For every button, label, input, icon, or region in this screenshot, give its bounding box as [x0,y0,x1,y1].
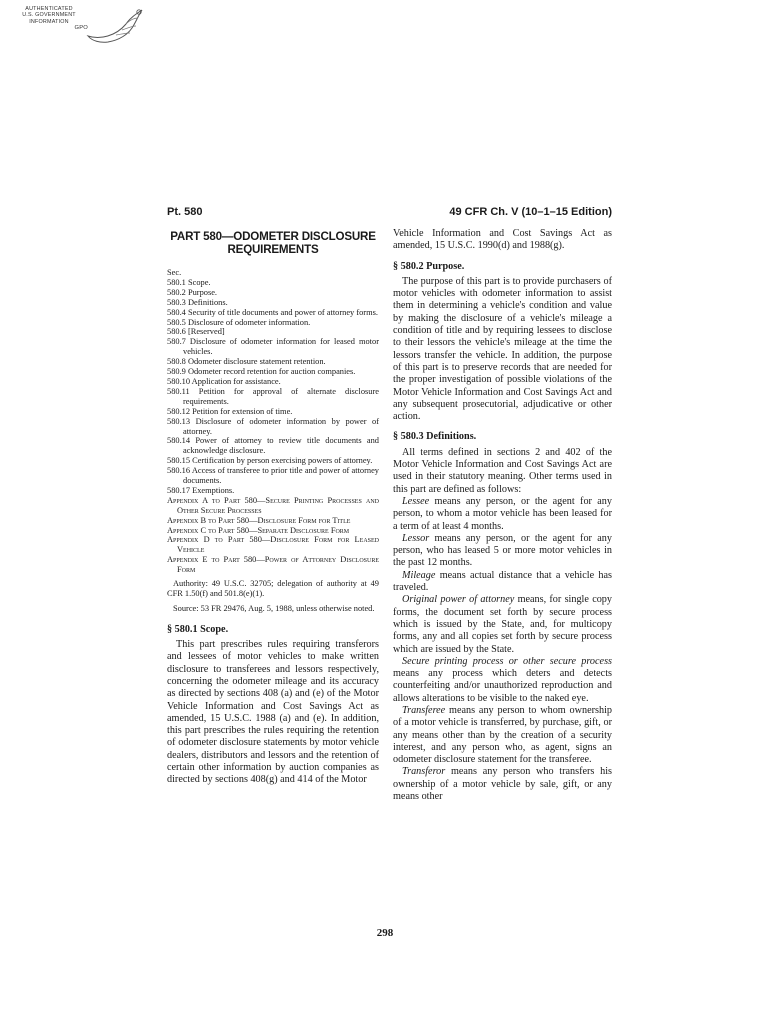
toc-appendix: Appendix B to Part 580—Disclosure Form for Title [167,515,351,525]
definition-text: means any process which deters and detects counterfeiting and/or unauthorized reproduction and allows alterations to be visible to the naked eye. [393,668,612,704]
stamp-line: U.S. GOVERNMENT [22,12,76,19]
definition-text: means, for single copy forms, the document set forth by secure process which is issued by the State, and, for multicopy forms, any and all copies set forth by secure process which are issued by the State. [393,594,612,655]
right-column [393,228,612,803]
toc-item: 580.6 [Reserved] [167,327,225,337]
toc-item: 580.13 Disclosure of odometer information by power of attorney. [167,416,379,436]
definition-text: means any person, or the agent for any person, who has leased 5 or more motor vehicles in the past 12 months. [393,532,612,569]
section-intro-580-3: All terms defined in sections 2 and 402 of the Motor Vehicle Information and Cost Savings Act are used in their statutory meaning. Other terms used in this part are defined as follows: [393,446,612,495]
authority-note: Authority: 49 U.S.C. 32705; delegation of authority at 49 CFR 1.50(f) and 501.8(e)(1). [167,579,379,598]
toc-item: 580.3 Definitions. [167,297,228,307]
definition-item [393,533,612,570]
stamp-gpo: GPO [74,25,88,32]
section-text-580-2: The purpose of this part is to provide purchasers of motor vehicles with odometer information to assist them in determining a vehicle's condition and value by making the disclosure of a vehicle's mileage a condition of title and by requiring lessees to disclose to their lessors the vehicle's mileage at the time the lessors transfer the vehicle. In addition, the purpose of this part is to preserve records that are needed for the proper investigation of possible violations of the Motor Vehicle Information and Cost Savings Act and any subsequent prosecutorial, adjudicative or other action. [393,275,612,423]
definition-text: means actual distance that a vehicle has traveled. [393,569,612,594]
definition-text: means any person who transfers his ownership of a motor vehicle by sale, gift, or any means other [393,766,612,803]
definition-item [393,766,612,803]
running-head-left: Pt. 580 [167,206,203,218]
toc-appendix: Appendix D to Part 580—Disclosure Form for Leased Vehicle [167,535,379,555]
part-title: PART 580—ODOMETER DISCLOSURE REQUIREMENTS [170,230,376,256]
running-head-right: 49 CFR Ch. V (10–1–15 Edition) [449,206,612,218]
toc-item: 580.14 Power of attorney to review title documents and acknowledge disclosure. [167,436,379,456]
definition-item [393,705,612,766]
toc-item: 580.2 Purpose. [167,287,218,297]
source-note: Source: 53 FR 29476, Aug. 5, 1988, unless otherwise noted. [173,603,375,613]
definition-term: Transferor [402,766,446,778]
toc-appendix: Appendix C to Part 580—Separate Disclosure Form [167,525,350,535]
left-column [167,228,379,787]
toc-item: 580.4 Security of title documents and power of attorney forms. [167,307,378,317]
definition-term: Lessee [402,495,430,507]
stamp-line: AUTHENTICATED [25,6,73,12]
toc-sec-label: Sec. [167,268,182,277]
definition-term: Original power of attorney [402,594,515,606]
definition-term: Lessor [402,532,430,544]
authority-block [167,579,379,614]
toc-item: 580.11 Petition for approval of alternate disclosure requirements. [167,386,379,406]
section-text-580-1-continued: Vehicle Information and Cost Savings Act as amended, 15 U.S.C. 1990(d) and 1988(g). [393,228,612,252]
definition-item [393,594,612,655]
section-heading-580-1: § 580.1 Scope. [167,623,229,635]
definition-item [393,570,612,595]
definition-term: Secure printing process or other secure process [402,655,612,667]
definition-term: Mileage [402,569,436,581]
toc-item: 580.15 Certification by person exercising powers of attorney. [167,456,373,466]
table-of-contents [167,268,379,575]
eagle-icon [86,6,146,46]
toc-item: 580.16 Access of transferee to prior title and power of attorney documents. [167,466,379,486]
section-heading-580-2: § 580.2 Purpose. [393,260,465,272]
toc-item: 580.9 Odometer record retention for auction companies. [167,367,356,377]
stamp-text [8,6,90,32]
section-heading-580-3: § 580.3 Definitions. [393,431,477,443]
definition-text: means any person to whom ownership of a motor vehicle is transferred, by purchase, gift, or any means other than by the creation of a security interest, and any person who, as agent, signs an odometer disclosure statement for the transferee. [393,704,612,766]
toc-item: 580.12 Petition for extension of time. [167,406,293,416]
toc-item: 580.17 Exemptions. [167,485,235,495]
page-number: 298 [376,927,394,939]
toc-item: 580.8 Odometer disclosure statement retention. [167,357,326,367]
definition-term: Transferee [402,704,446,716]
toc-appendix: Appendix E to Part 580—Power of Attorney Disclosure Form [167,555,379,575]
section-text-580-1: This part prescribes rules requiring transferors and lessees of motor vehicles to make written disclosure to transferees and lessors respectively, concerning the odometer mileage and its accuracy as directed by sections 408 (a) and (e) of the Motor Vehicle Information and Cost Savings Act as amended, 15 U.S.C. 1988 (a) and (e). In addition, this part prescribes the rules requiring the retention of odometer disclosure statements by motor vehicle dealers, distributors and lessors and the retention of certain other information by auction companies as directed by sections 408(g) and 414 of the Motor [167,639,379,786]
toc-appendix: Appendix A to Part 580—Secure Printing Processes and Other Secure Processes [167,495,379,515]
toc-item: 580.10 Application for assistance. [167,376,281,386]
toc-item: 580.7 Disclosure of odometer information for leased motor vehicles. [167,337,379,357]
toc-item: 580.5 Disclosure of odometer information. [167,317,311,327]
definition-item [393,656,612,705]
definition-text: means any person, or the agent for any person, to whom a motor vehicle has been leased for a term of at least 4 months. [393,495,612,532]
definition-item [393,496,612,533]
toc-item: 580.1 Scope. [167,277,211,287]
authentication-stamp [8,6,143,46]
running-head [167,206,612,220]
stamp-line: INFORMATION [29,18,69,25]
